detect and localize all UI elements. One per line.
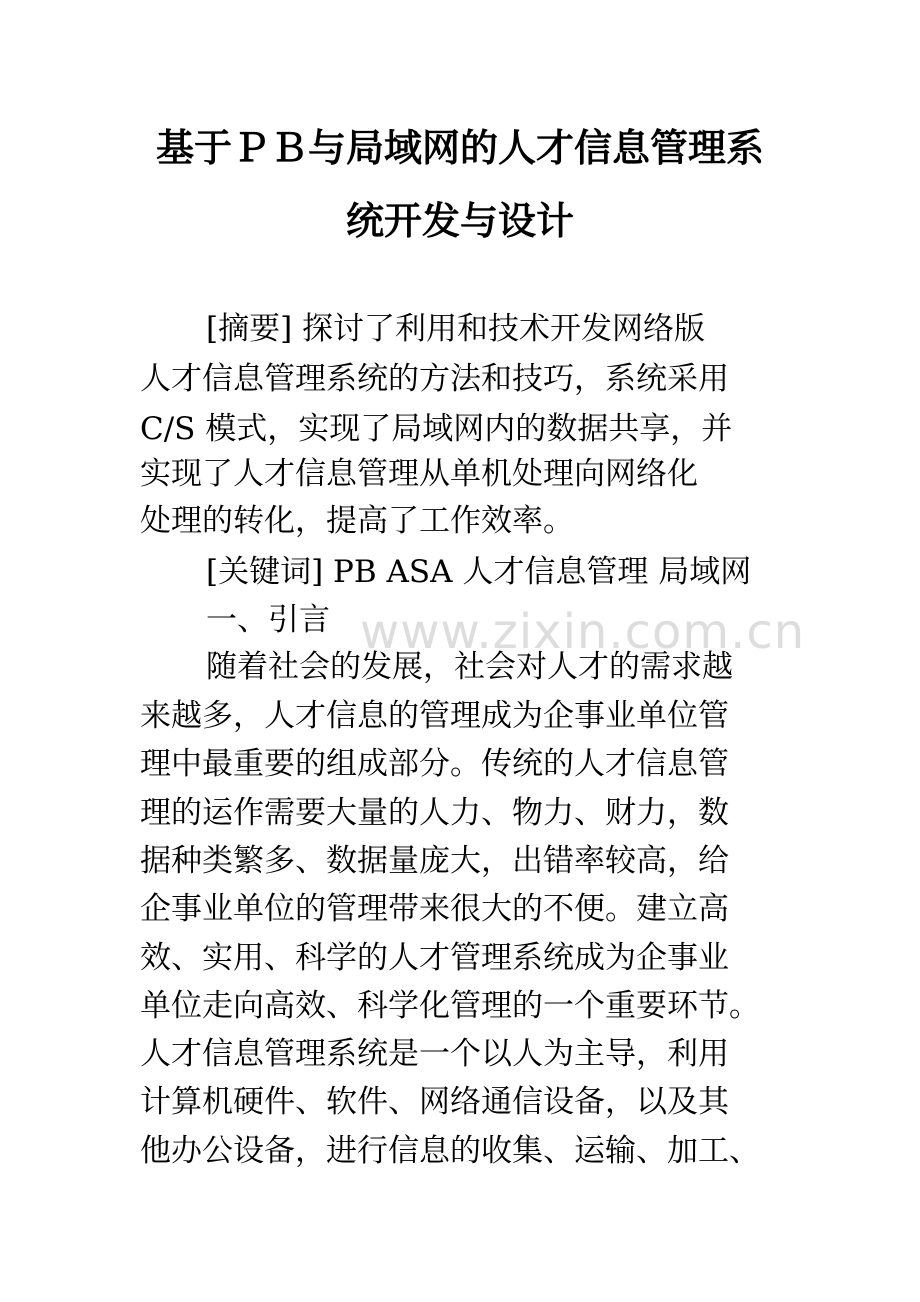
body-line-2: 来越多，人才信息的管理成为企事业单位管 [140, 698, 729, 734]
abstract-line-1: [摘要] 探讨了利用和技术开发网络版 [206, 311, 706, 347]
body-line-1: 随着社会的发展，社会对人才的需求越 [206, 649, 733, 685]
abstract-line-5: 处理的转化，提高了工作效率。 [140, 503, 574, 539]
keywords-line: [关键词] PB ASA 人才信息管理 局域网 [206, 554, 752, 590]
body-line-4: 理的运作需要大量的人力、物力、财力，数 [140, 795, 729, 831]
body-line-8: 单位走向高效、科学化管理的一个重要环节。 [140, 988, 760, 1024]
abstract-line-3: C/S 模式，实现了局域网内的数据共享，并 [140, 411, 733, 447]
document-title-line-1: 基于ＰＢ与局域网的人才信息管理系 [155, 126, 764, 170]
body-line-10: 计算机硬件、软件、网络通信设备，以及其 [140, 1084, 729, 1120]
abstract-line-2: 人才信息管理系统的方法和技巧，系统采用 [140, 361, 729, 397]
body-line-7: 效、实用、科学的人才管理系统成为企事业 [140, 940, 729, 976]
abstract-line-4: 实现了人才信息管理从单机处理向网络化 [140, 456, 698, 492]
body-line-11: 他办公设备，进行信息的收集、运输、加工、 [140, 1133, 760, 1169]
watermark-text: www.zixin.com.cn [360, 604, 806, 660]
body-line-6: 企事业单位的管理带来很大的不便。建立高 [140, 891, 729, 927]
body-line-9: 人才信息管理系统是一个以人为主导，利用 [140, 1036, 729, 1072]
body-line-3: 理中最重要的组成部分。传统的人才信息管 [140, 746, 729, 782]
document-title-line-2: 统开发与设计 [345, 199, 574, 243]
body-line-5: 据种类繁多、数据量庞大，出错率较高，给 [140, 843, 729, 879]
section-heading: 一、引言 [206, 602, 330, 638]
